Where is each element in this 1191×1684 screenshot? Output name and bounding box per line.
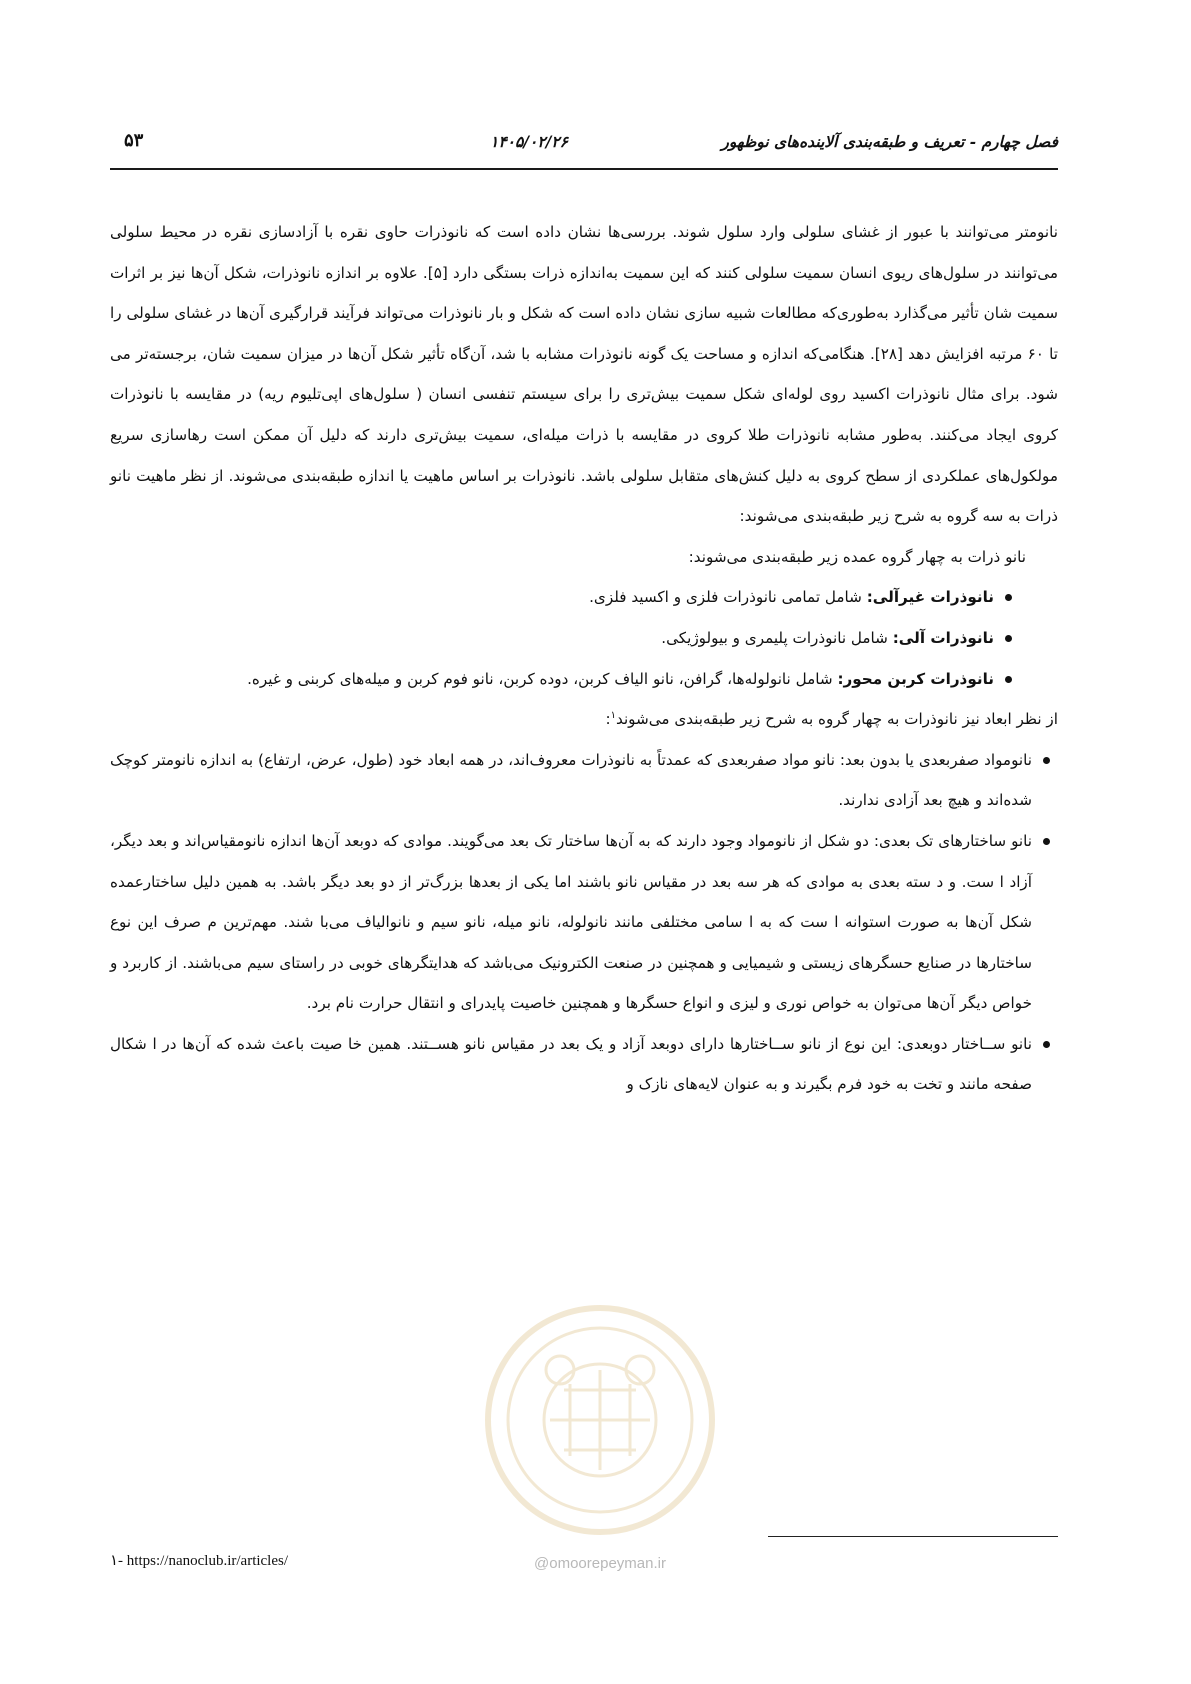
list-item: نانو ساختارهای تک بعدی: دو شکل از نانومواد وجود دارند که به آن‌ها ساختار تک بعد می‌گویند. موادی که دوبعد آن‌ها اندازه نانومقیاس‌اند و بعد دیگر، آزاد ا ست. و د سته بعدی به موادی که هر سه بعد در مقیاس نانو باشند اما یکی از بعدها بزرگ‌تر از دو بعد دیگر باشد. به همین دلیل ساختارعمده شکل آن‌ها به صورت استوانه ا ست که به ا سامی مختلفی مانند نانولوله، نانو میله، نانو سیم و نانوالیاف می‌با شند. مهم‌ترین م صرف این نوع ساختارها در صنایع حسگرهای زیستی و شیمیایی و همچنین در صنعت الکترونیک می‌باشد که هدایتگرهای خوبی در راستای سیم می‌باشند. از کاربرد و خواص دیگر آن‌ها می‌توان به خواص نوری و لیزی و انواع حسگرها و همچنین خاصیت پایدرای و انتقال حرارت نام برد. [110,821,1058,1024]
list-intro-nature: نانو ذرات به چهار گروه عمده زیر طبقه‌بندی می‌شوند: [688,547,1026,566]
nature-classification-list [110,577,1058,699]
list-item-text: شامل تمامی نانوذرات فلزی و اکسید فلزی. [589,588,867,607]
list-item-text: شامل نانوذرات پلیمری و بیولوژیکی. [661,628,893,647]
list-item [110,618,1058,659]
footnote-ref: ۱ [610,710,616,722]
body-content [110,212,1058,1105]
intro-colon: : [605,710,611,729]
intro-text: از نظر ابعاد نیز نانوذرات به چهار گروه به شرح زیر طبقه‌بندی می‌شوند [615,710,1058,729]
list-item-text: شامل نانولوله‌ها، گرافن، نانو الیاف کربن، دوده کربن، نانو فوم کربن و میله‌های کربنی و غیره. [247,669,838,688]
list-item-term: نانوذرات غیرآلی: [866,588,994,607]
publisher-seal-watermark [480,1300,720,1540]
footnote-divider [768,1536,1058,1537]
header-date: ۱۴۰۵/۰۲/۲۶ [490,132,568,151]
chapter-title: فصل چهارم - تعریف و طبقه‌بندی آلاینده‌های نوظهور [721,132,1058,151]
list-item: نانومواد صفربعدی یا بدون بعد: نانو مواد صفربعدی که عمدتاً به نانوذرات معروف‌اند، در همه ابعاد خود (طول، عرض، ارتفاع) به اندازه نانومتر کوچک شده‌اند و هیچ بعد آزادی ندارند. [110,740,1058,821]
list-intro-dimension [110,699,1058,740]
dimension-classification-list [110,740,1058,1105]
list-item [110,659,1058,700]
list-item-term: نانوذرات کربن محور: [837,669,994,688]
list-item [110,577,1058,618]
list-item: نانو ســاختار دوبعدی: این نوع از نانو ســاختارها دارای دوبعد آزاد و یک بعد در مقیاس نانو هســتند. همین خا صیت باعث شده که آن‌ها در ا شکال صفحه مانند و تخت به خود فرم بگیرند و به عنوان لایه‌های نازک و [110,1024,1058,1105]
list-item-term: نانوذرات آلی: [892,628,994,647]
body-paragraph: نانومتر می‌توانند با عبور از غشای سلولی وارد سلول شوند. بررسی‌ها نشان داده است که نانوذرات حاوی نقره با آزادسازی نقره در محیط سلولی می‌توانند در سلول‌های ریوی انسان سمیت سلولی کنند که این سمیت به‌اندازه ذرات بستگی دارد [۵]. علاوه بر اندازه نانوذرات، شکل آن‌ها نیز بر اثرات سمیت شان تأثیر می‌گذارد به‌طوری‌که مطالعات شبیه سازی نشان داده است که شکل و بار نانوذرات می‌تواند فرآیند قرارگیری آن‌ها در غشای سلولی را تا ۶۰ مرتبه افزایش دهد [۲۸]. هنگامی‌که اندازه و مساحت یک گونه نانوذرات مشابه با شد، آن‌گاه تأثیر شکل آن‌ها در میزان سمیت شان، برجسته‌تر می شود. برای مثال نانوذرات اکسید روی لوله‌ای شکل سمیت بیش‌تری را برای سیستم تنفسی انسان ( سلول‌های اپی‌تلیوم ریه) در مقایسه با نانوذرات کروی ایجاد می‌کنند. به‌طور مشابه نانوذرات طلا کروی در مقایسه با ذرات میله‌ای، سمیت بیش‌تری دارند که دلیل آن ممکن است رهاسازی سریع مولکول‌های عملکردی از سطح کروی به دلیل کنش‌های متقابل سلولی باشد. نانوذرات بر اساس ماهیت یا اندازه طبقه‌بندی می‌شوند. از نظر ماهیت نانو ذرات به سه گروه به شرح زیر طبقه‌بندی می‌شوند: [110,223,1058,526]
running-header [110,128,1058,170]
watermark-handle: @omoorepeyman.ir [534,1555,666,1572]
footnote: ۱- https://nanoclub.ir/articles/ [110,1553,289,1569]
page-number: ۵۳ [124,130,144,151]
